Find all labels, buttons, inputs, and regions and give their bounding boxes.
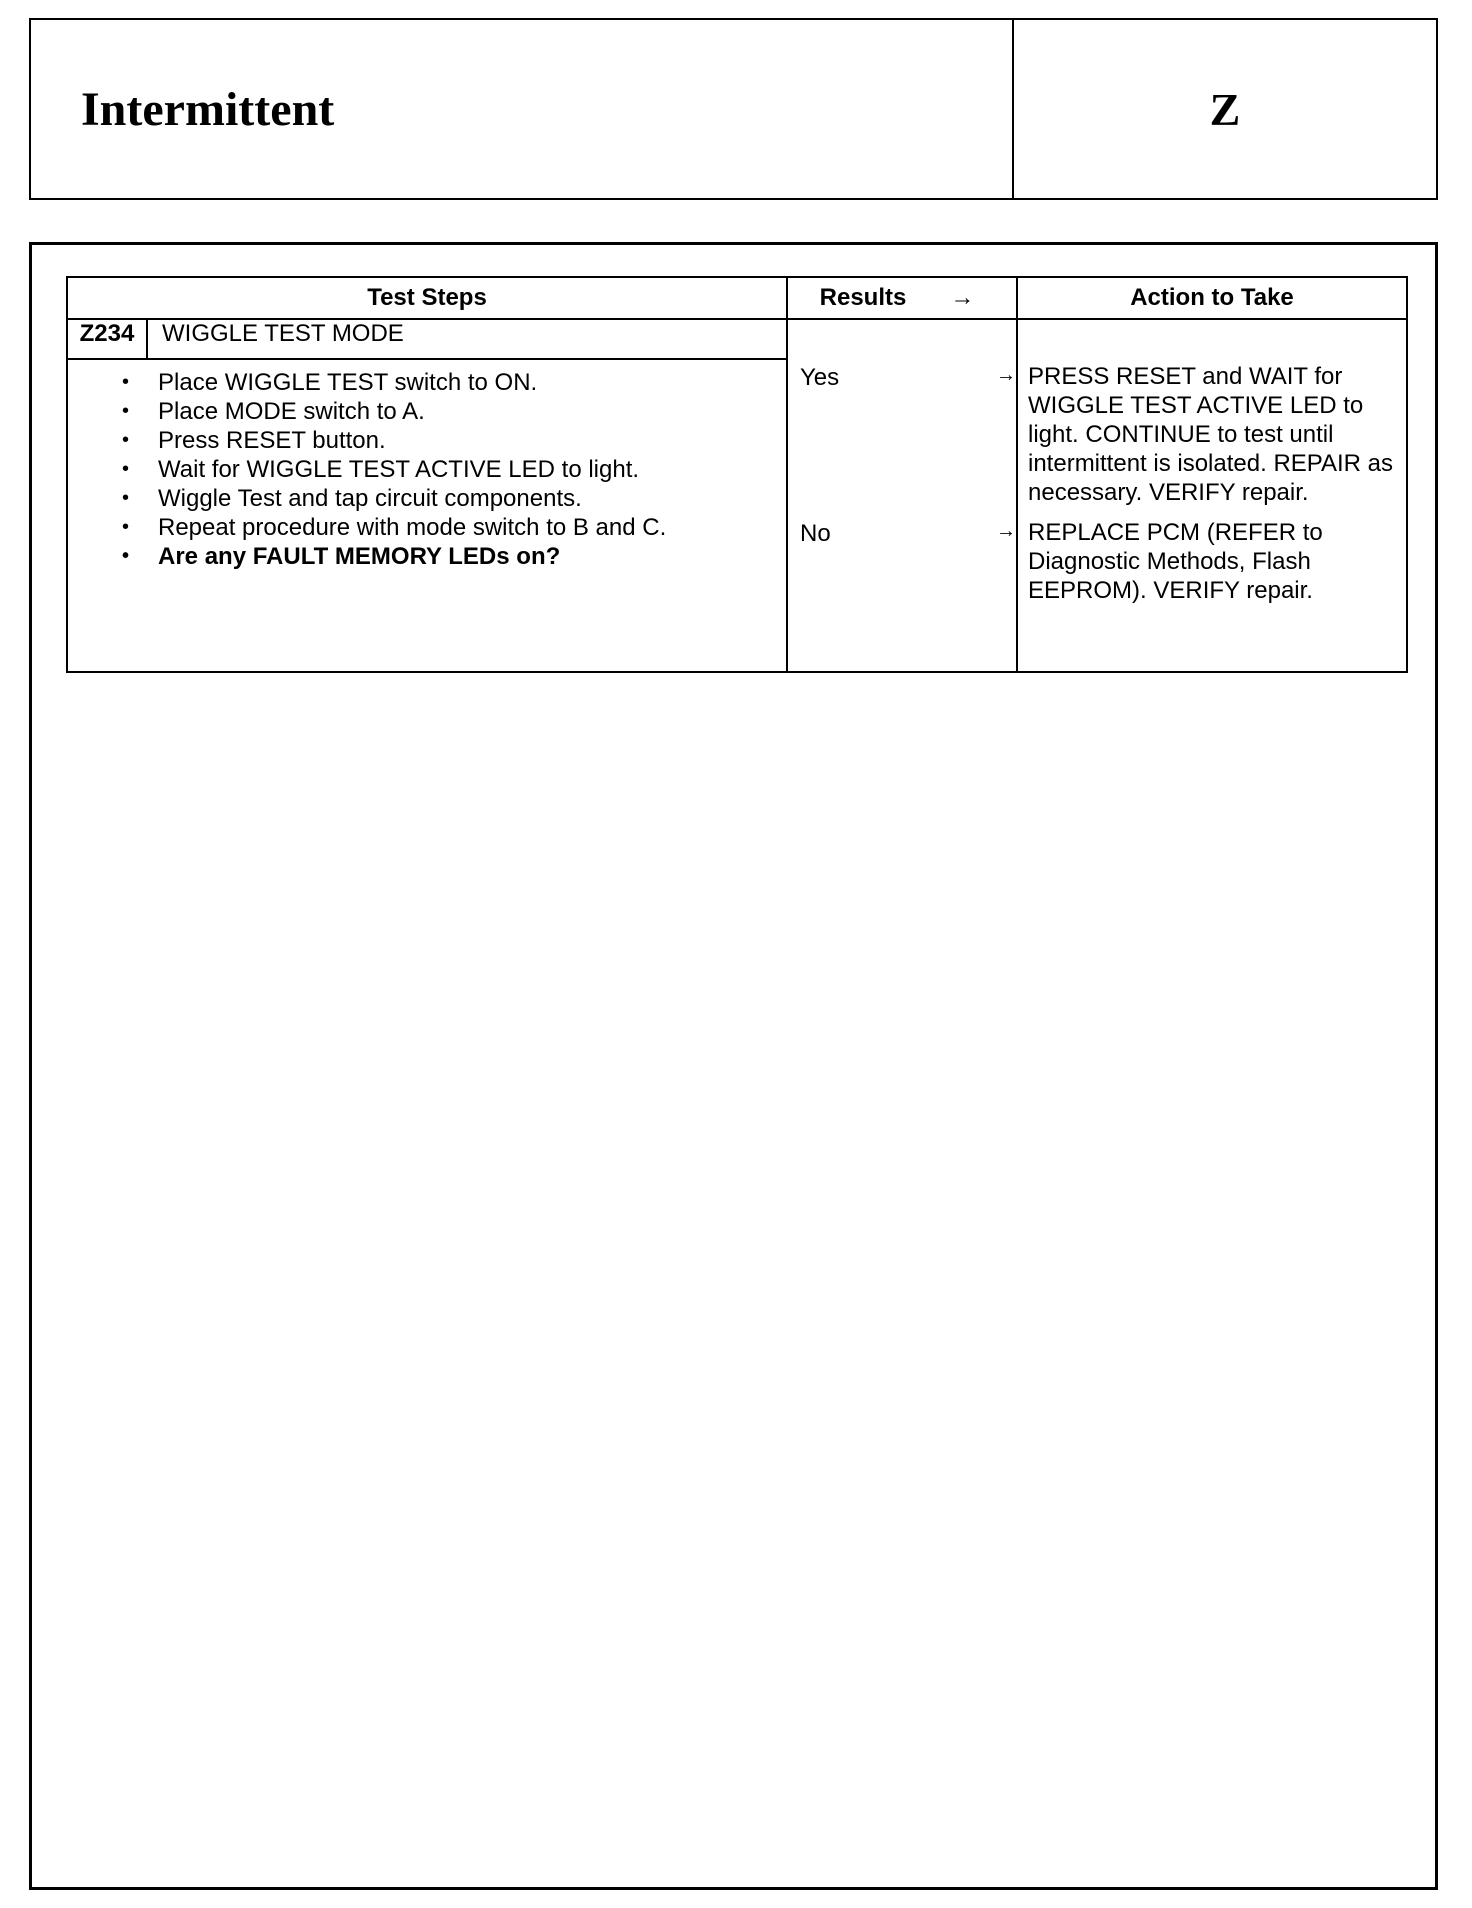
result-yes-arrow-icon: →: [996, 364, 1016, 386]
page-header: [29, 18, 1438, 200]
step-title: WIGGLE TEST MODE: [147, 319, 787, 359]
step-title-row: [67, 319, 1407, 359]
action-cell: [1017, 319, 1407, 672]
action-yes: PRESS RESET and WAIT for WIGGLE TEST ACTIVE LED to light. CONTINUE to test until intermittent is isolated. REPAIR as necessary. VERIFY repair.: [1028, 363, 1394, 506]
table-header-row: [67, 277, 1407, 319]
list-item: • Press RESET button.: [122, 426, 776, 455]
results-header-label: Results: [819, 284, 907, 311]
action-header: Action to Take: [1017, 277, 1407, 319]
result-no-arrow-icon: →: [996, 520, 1016, 542]
list-item: • Wait for WIGGLE TEST ACTIVE LED to light.: [122, 455, 776, 484]
list-item: • Repeat procedure with mode switch to B and C.: [122, 513, 776, 542]
result-no: No: [800, 520, 831, 547]
test-steps-table: [66, 276, 1408, 673]
test-steps-header: Test Steps: [67, 277, 787, 319]
list-item: • Place MODE switch to A.: [122, 397, 776, 426]
step-list: [68, 368, 786, 571]
results-header: [787, 277, 1017, 319]
result-yes: Yes: [800, 364, 840, 391]
content-frame: [29, 242, 1438, 1890]
section-code: Z: [1209, 83, 1241, 135]
section-title: Intermittent: [31, 20, 1014, 198]
results-header-arrow-icon: →: [950, 284, 975, 311]
list-item-question: • Are any FAULT MEMORY LEDs on?: [122, 542, 776, 571]
results-cell: [787, 319, 1017, 672]
list-item: • Wiggle Test and tap circuit components.: [122, 484, 776, 513]
list-item: • Place WIGGLE TEST switch to ON.: [122, 368, 776, 397]
step-id: Z234: [67, 319, 147, 359]
step-body: [67, 359, 787, 672]
action-no: REPLACE PCM (REFER to Diagnostic Methods, Flash EEPROM). VERIFY repair.: [1028, 519, 1323, 604]
